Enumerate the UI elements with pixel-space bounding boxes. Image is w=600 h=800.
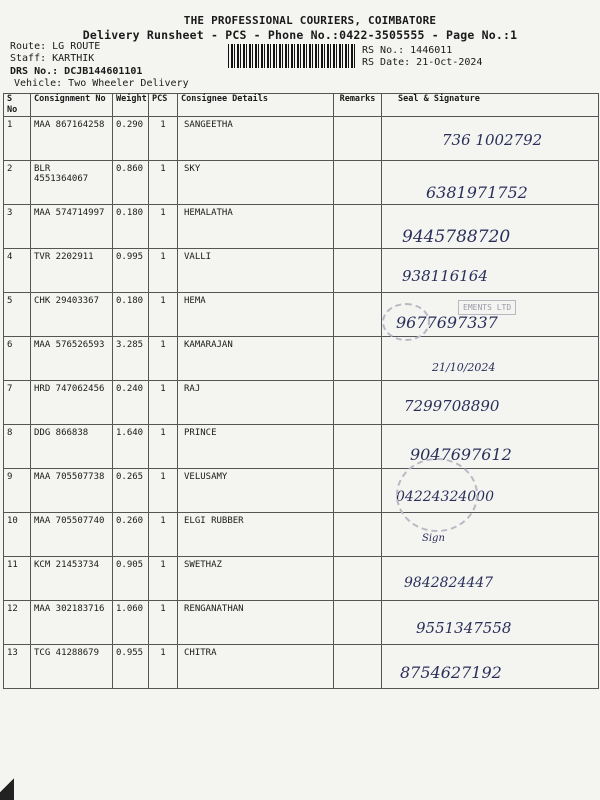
signature-cell xyxy=(382,381,599,425)
signature-cell xyxy=(382,205,599,249)
barcode xyxy=(228,44,356,68)
table-row xyxy=(4,337,599,381)
col-consignee: Consignee Details xyxy=(178,94,334,117)
weight-value: 0.860 xyxy=(113,161,149,205)
consignment-number: BLR 4551364067 xyxy=(31,161,113,205)
signature-cell xyxy=(382,425,599,469)
weight-value: 0.955 xyxy=(113,645,149,689)
pcs-value: 1 xyxy=(149,249,178,293)
table-row xyxy=(4,249,599,293)
consignee-name: SANGEETHA xyxy=(178,117,334,161)
consignment-number: MAA 705507738 xyxy=(31,469,113,513)
remarks-cell xyxy=(334,425,382,469)
row-sno: 1 xyxy=(4,117,31,161)
consignee-name: KAMARAJAN xyxy=(178,337,334,381)
consignee-name: VALLI xyxy=(178,249,334,293)
consignee-name: HEMA xyxy=(178,293,334,337)
table-row xyxy=(4,513,599,557)
pcs-value: 1 xyxy=(149,381,178,425)
drs-number: DRS No.: DCJB144601101 xyxy=(10,66,143,77)
table-row xyxy=(4,645,599,689)
table-row xyxy=(4,117,599,161)
remarks-cell xyxy=(334,513,382,557)
row-sno: 6 xyxy=(4,337,31,381)
rs-number: RS No.: 1446011 xyxy=(362,45,453,56)
handwritten-note: 9551347558 xyxy=(416,619,512,637)
consignee-name: SWETHAZ xyxy=(178,557,334,601)
table-row xyxy=(4,293,599,337)
handwritten-note: 736 1002792 xyxy=(442,131,543,149)
consignee-name: SKY xyxy=(178,161,334,205)
handwritten-note: 7299708890 xyxy=(404,397,500,415)
remarks-cell xyxy=(334,601,382,645)
pcs-value: 1 xyxy=(149,601,178,645)
row-sno: 9 xyxy=(4,469,31,513)
handwritten-note: Sign xyxy=(422,533,445,544)
delivery-table xyxy=(3,93,599,689)
row-sno: 10 xyxy=(4,513,31,557)
consignment-number: MAA 574714997 xyxy=(31,205,113,249)
consignee-name: RENGANATHAN xyxy=(178,601,334,645)
consignee-name: CHITRA xyxy=(178,645,334,689)
weight-value: 0.265 xyxy=(113,469,149,513)
row-sno: 4 xyxy=(4,249,31,293)
consignment-number: MAA 867164258 xyxy=(31,117,113,161)
remarks-cell xyxy=(334,205,382,249)
col-consignment: Consignment No xyxy=(31,94,113,117)
signature-cell xyxy=(382,469,599,513)
pcs-value: 1 xyxy=(149,205,178,249)
handwritten-note: 6381971752 xyxy=(426,183,528,202)
company-title: THE PROFESSIONAL COURIERS, COIMBATORE xyxy=(183,14,437,27)
signature-cell xyxy=(382,293,599,337)
weight-value: 0.180 xyxy=(113,205,149,249)
remarks-cell xyxy=(334,645,382,689)
table-row xyxy=(4,557,599,601)
handwritten-note: 04224324000 xyxy=(396,489,494,505)
signature-cell xyxy=(382,557,599,601)
table-row xyxy=(4,601,599,645)
signature-cell xyxy=(382,117,599,161)
table-row xyxy=(4,205,599,249)
remarks-cell xyxy=(334,293,382,337)
pcs-value: 1 xyxy=(149,293,178,337)
weight-value: 1.060 xyxy=(113,601,149,645)
pcs-value: 1 xyxy=(149,645,178,689)
weight-value: 0.240 xyxy=(113,381,149,425)
table-header-row xyxy=(4,94,599,117)
remarks-cell xyxy=(334,249,382,293)
pcs-value: 1 xyxy=(149,469,178,513)
table-row xyxy=(4,469,599,513)
pcs-value: 1 xyxy=(149,337,178,381)
col-remarks: Remarks xyxy=(334,94,382,117)
staff-label: Staff: KARTHIK xyxy=(10,53,95,64)
handwritten-note: 9842824447 xyxy=(404,575,494,591)
signature-cell xyxy=(382,249,599,293)
remarks-cell xyxy=(334,161,382,205)
row-sno: 11 xyxy=(4,557,31,601)
handwritten-note: 9047697612 xyxy=(410,445,512,464)
remarks-cell xyxy=(334,337,382,381)
row-sno: 7 xyxy=(4,381,31,425)
table-row xyxy=(4,161,599,205)
row-sno: 13 xyxy=(4,645,31,689)
handwritten-note: 9445788720 xyxy=(402,227,511,247)
row-sno: 2 xyxy=(4,161,31,205)
pcs-value: 1 xyxy=(149,513,178,557)
consignee-name: ELGI RUBBER xyxy=(178,513,334,557)
weight-value: 0.260 xyxy=(113,513,149,557)
weight-value: 1.640 xyxy=(113,425,149,469)
route-label: Route: LG ROUTE xyxy=(10,41,101,52)
consignment-number: TVR 2202911 xyxy=(31,249,113,293)
handwritten-note: 8754627192 xyxy=(400,663,502,682)
remarks-cell xyxy=(334,557,382,601)
row-sno: 5 xyxy=(4,293,31,337)
col-signature: Seal & Signature xyxy=(382,94,599,117)
consignment-number: TCG 41288679 xyxy=(31,645,113,689)
weight-value: 0.905 xyxy=(113,557,149,601)
consignment-number: DDG 866838 xyxy=(31,425,113,469)
consignment-number: MAA 705507740 xyxy=(31,513,113,557)
table-row xyxy=(4,381,599,425)
signature-cell xyxy=(382,161,599,205)
pcs-value: 1 xyxy=(149,557,178,601)
handwritten-note: 938116164 xyxy=(402,267,488,285)
col-pcs: PCS xyxy=(149,94,178,117)
consignee-name: RAJ xyxy=(178,381,334,425)
signature-cell xyxy=(382,513,599,557)
col-weight: Weight xyxy=(113,94,149,117)
company-stamp: EMENTS LTD xyxy=(458,300,516,315)
row-sno: 12 xyxy=(4,601,31,645)
weight-value: 3.285 xyxy=(113,337,149,381)
handwritten-note: 9677697337 xyxy=(396,313,498,332)
consignment-number: HRD 747062456 xyxy=(31,381,113,425)
signature-cell xyxy=(382,601,599,645)
pcs-value: 1 xyxy=(149,161,178,205)
row-sno: 3 xyxy=(4,205,31,249)
remarks-cell xyxy=(334,117,382,161)
table-row xyxy=(4,425,599,469)
weight-value: 0.180 xyxy=(113,293,149,337)
weight-value: 0.290 xyxy=(113,117,149,161)
remarks-cell xyxy=(334,469,382,513)
consignment-number: KCM 21453734 xyxy=(31,557,113,601)
rs-date: RS Date: 21-Oct-2024 xyxy=(362,57,483,68)
consignment-number: CHK 29403367 xyxy=(31,293,113,337)
col-sno: S No xyxy=(4,94,31,117)
consignee-name: HEMALATHA xyxy=(178,205,334,249)
consignment-number: MAA 576526593 xyxy=(31,337,113,381)
consignee-name: PRINCE xyxy=(178,425,334,469)
pcs-value: 1 xyxy=(149,117,178,161)
signature-cell xyxy=(382,645,599,689)
scan-corner xyxy=(0,760,14,800)
consignment-number: MAA 302183716 xyxy=(31,601,113,645)
weight-value: 0.995 xyxy=(113,249,149,293)
vehicle-label: Vehicle: Two Wheeler Delivery xyxy=(14,78,189,89)
runsheet-subtitle: Delivery Runsheet - PCS - Phone No.:0422-3505555 - Page No.:1 xyxy=(82,28,518,42)
consignee-name: VELUSAMY xyxy=(178,469,334,513)
pcs-value: 1 xyxy=(149,425,178,469)
row-sno: 8 xyxy=(4,425,31,469)
handwritten-note: 21/10/2024 xyxy=(432,361,496,374)
remarks-cell xyxy=(334,381,382,425)
signature-cell xyxy=(382,337,599,381)
